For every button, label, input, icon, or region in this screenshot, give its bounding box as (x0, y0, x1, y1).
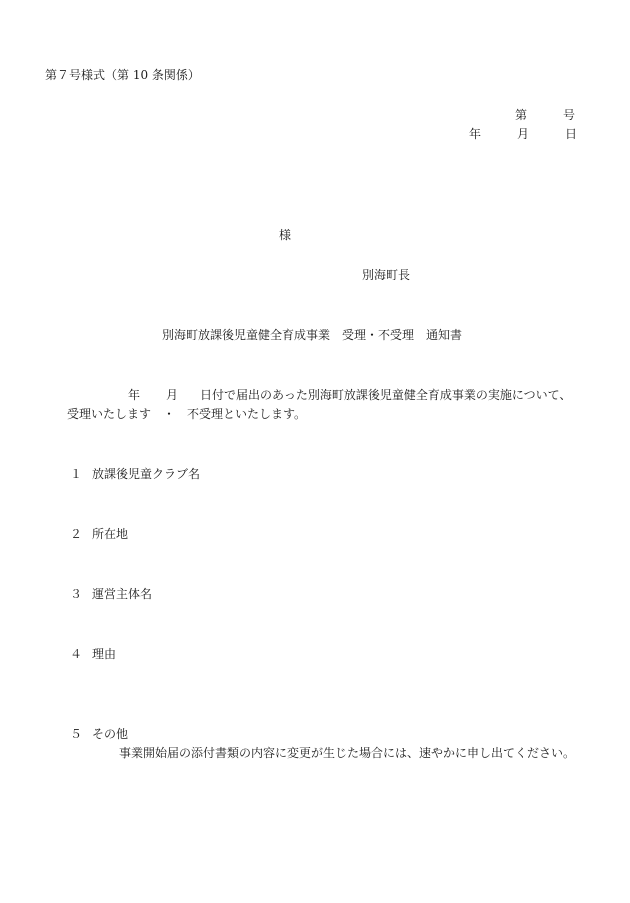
item-label: 理由 (92, 647, 117, 661)
body-line1-rest: 日付で届出のあった別海町放課後児童健全育成事業の実施について、 (200, 388, 572, 402)
form-number-label: 第７号様式（第 10 条関係） (45, 68, 200, 82)
item-label: その他 (92, 727, 129, 741)
item-number: １ (70, 467, 83, 481)
issue-number (515, 108, 575, 122)
issue-number-prefix: 第 (515, 108, 528, 122)
item-number: ３ (70, 587, 83, 601)
item-location (70, 527, 128, 541)
item-club-name (70, 467, 200, 481)
body-year: 年 (128, 388, 141, 402)
addressee-honorific: 様 (279, 228, 292, 242)
item-label: 所在地 (92, 527, 129, 541)
issue-number-suffix: 号 (563, 108, 576, 122)
item-operator-name (70, 587, 152, 601)
item-label: 放課後児童クラブ名 (92, 467, 201, 481)
item-number: ４ (70, 647, 83, 661)
body-month: 月 (166, 388, 179, 402)
other-note: 事業開始届の添付書類の内容に変更が生じた場合には、速やかに申し出てください。 (119, 746, 576, 760)
body-text-line-2: 受理いたします ・ 不受理といたします。 (67, 407, 307, 421)
body-text-line-1 (128, 388, 571, 402)
issue-date-month: 月 (517, 127, 530, 141)
issue-date-day: 日 (565, 127, 578, 141)
issuer-name: 別海町長 (362, 268, 411, 282)
item-label: 運営主体名 (92, 587, 153, 601)
issue-date (469, 127, 577, 141)
issue-date-year: 年 (469, 127, 482, 141)
item-number: ２ (70, 527, 83, 541)
item-number: ５ (70, 727, 83, 741)
document-title: 別海町放課後児童健全育成事業 受理・不受理 通知書 (162, 328, 463, 342)
item-other (70, 727, 128, 741)
item-reason (70, 647, 116, 661)
